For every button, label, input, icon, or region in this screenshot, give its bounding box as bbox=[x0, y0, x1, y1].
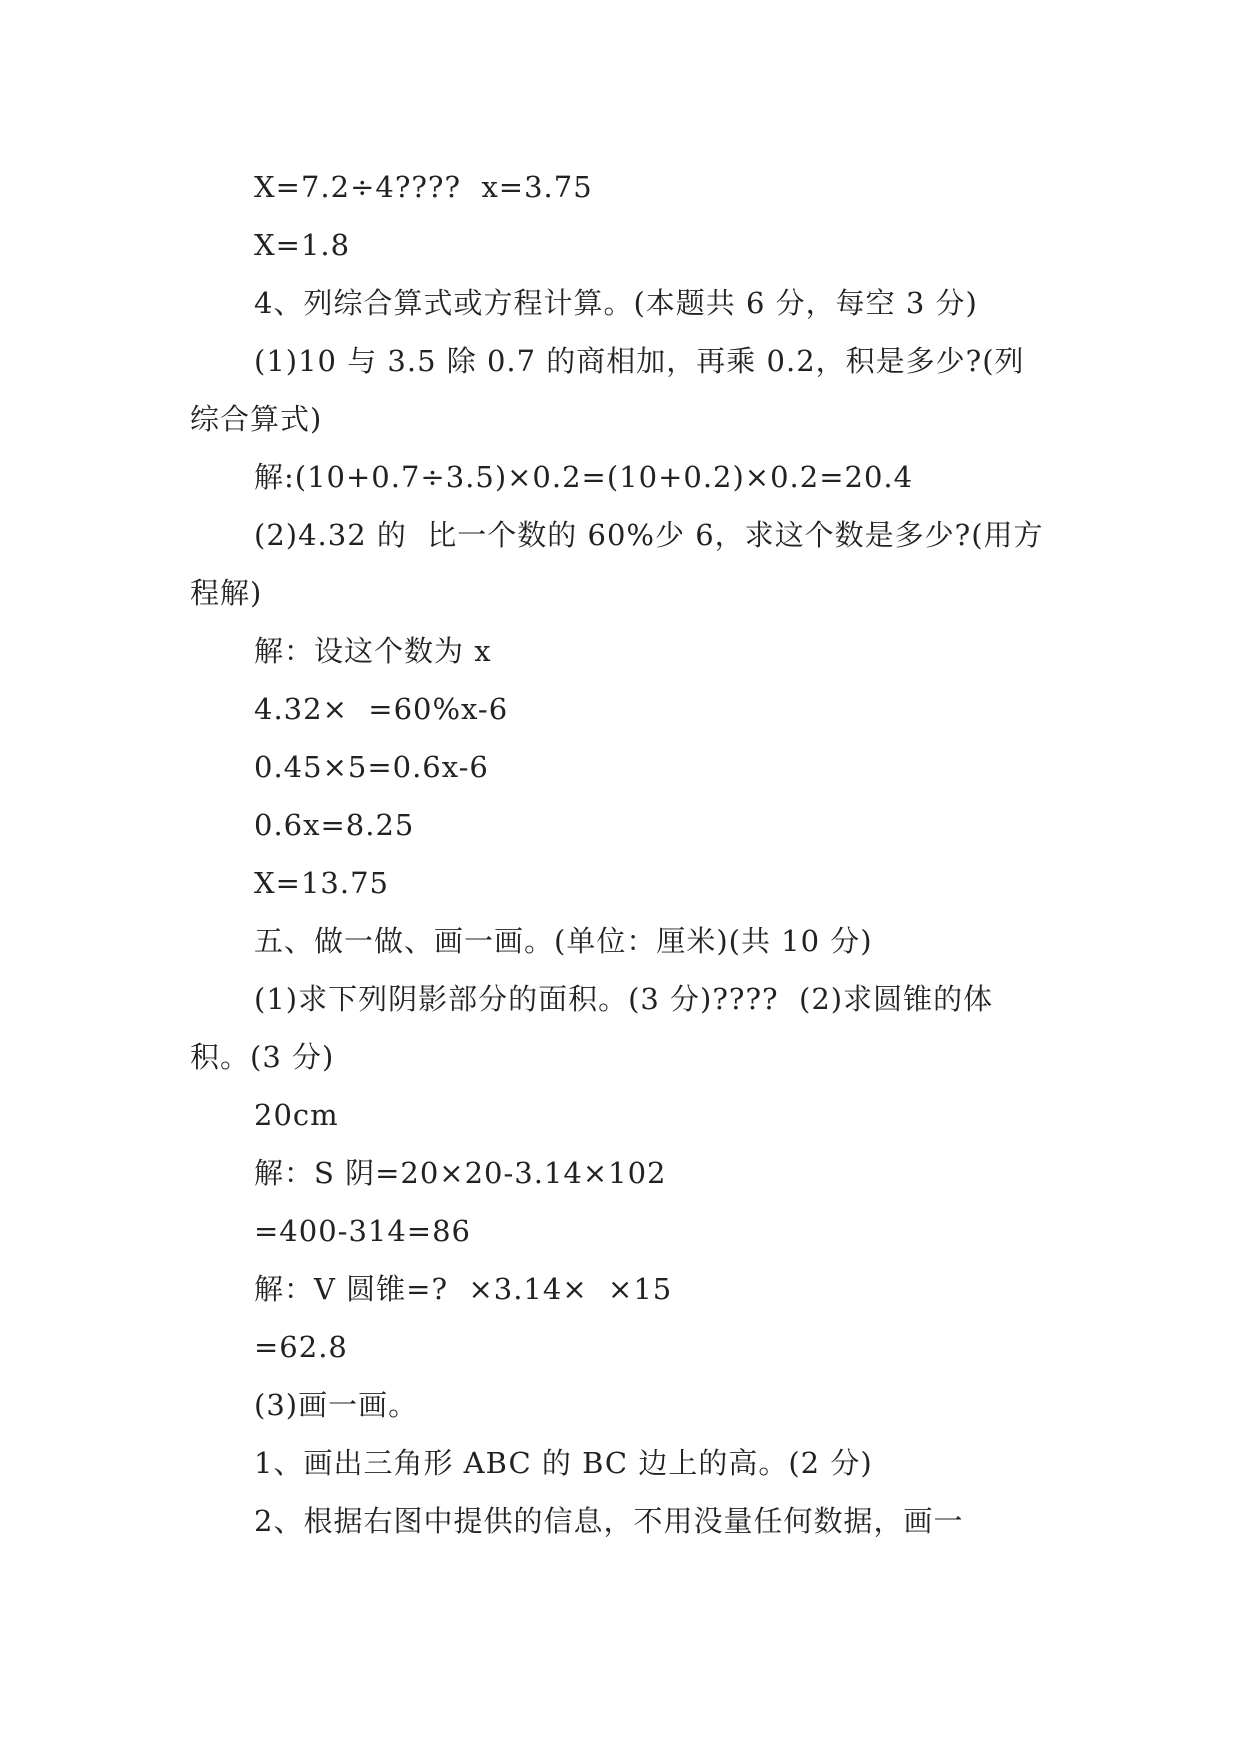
equation-line: X=13.75 bbox=[254, 866, 389, 900]
document-body bbox=[190, 158, 1050, 1550]
question-text: (2)4.32 的 比一个数的 60%少 6，求这个数是多少?(用方程解) bbox=[190, 518, 1044, 610]
equation-line: X=7.2÷4???? x=3.75 bbox=[254, 170, 593, 204]
question-heading: (3)画一画。 bbox=[254, 1388, 419, 1422]
question-text: (1)求下列阴影部分的面积。(3 分)???? (2)求圆锥的体积。(3 分) bbox=[190, 982, 994, 1074]
question-text: 1、画出三角形 ABC 的 BC 边上的高。(2 分) bbox=[254, 1446, 873, 1480]
solution-line: 解:(10+0.7÷3.5)×0.2=(10+0.2)×0.2=20.4 bbox=[254, 460, 914, 494]
equation-line: 4.32× =60%x-6 bbox=[254, 692, 509, 726]
solution-line: 解：V 圆锥=? ×3.14× ×15 bbox=[254, 1272, 673, 1306]
measurement-label: 20cm bbox=[254, 1098, 339, 1132]
question-heading: 4、列综合算式或方程计算。(本题共 6 分，每空 3 分) bbox=[254, 286, 978, 320]
question-text: 2、根据右图中提供的信息，不用没量任何数据，画一 bbox=[254, 1504, 964, 1538]
solution-line: 解：S 阴=20×20-3.14×102 bbox=[254, 1156, 667, 1190]
equation-line: =400-314=86 bbox=[254, 1214, 472, 1248]
question-text: (1)10 与 3.5 除 0.7 的商相加，再乘 0.2，积是多少?(列综合算式) bbox=[190, 344, 1025, 436]
equation-line: 0.6x=8.25 bbox=[254, 808, 415, 842]
equation-line: =62.8 bbox=[254, 1330, 348, 1364]
section-heading: 五、做一做、画一画。(单位：厘米)(共 10 分) bbox=[254, 924, 873, 958]
equation-line: 0.45×5=0.6x-6 bbox=[254, 750, 489, 784]
equation-line: X=1.8 bbox=[254, 228, 351, 262]
solution-line: 解：设这个数为 x bbox=[254, 634, 492, 668]
